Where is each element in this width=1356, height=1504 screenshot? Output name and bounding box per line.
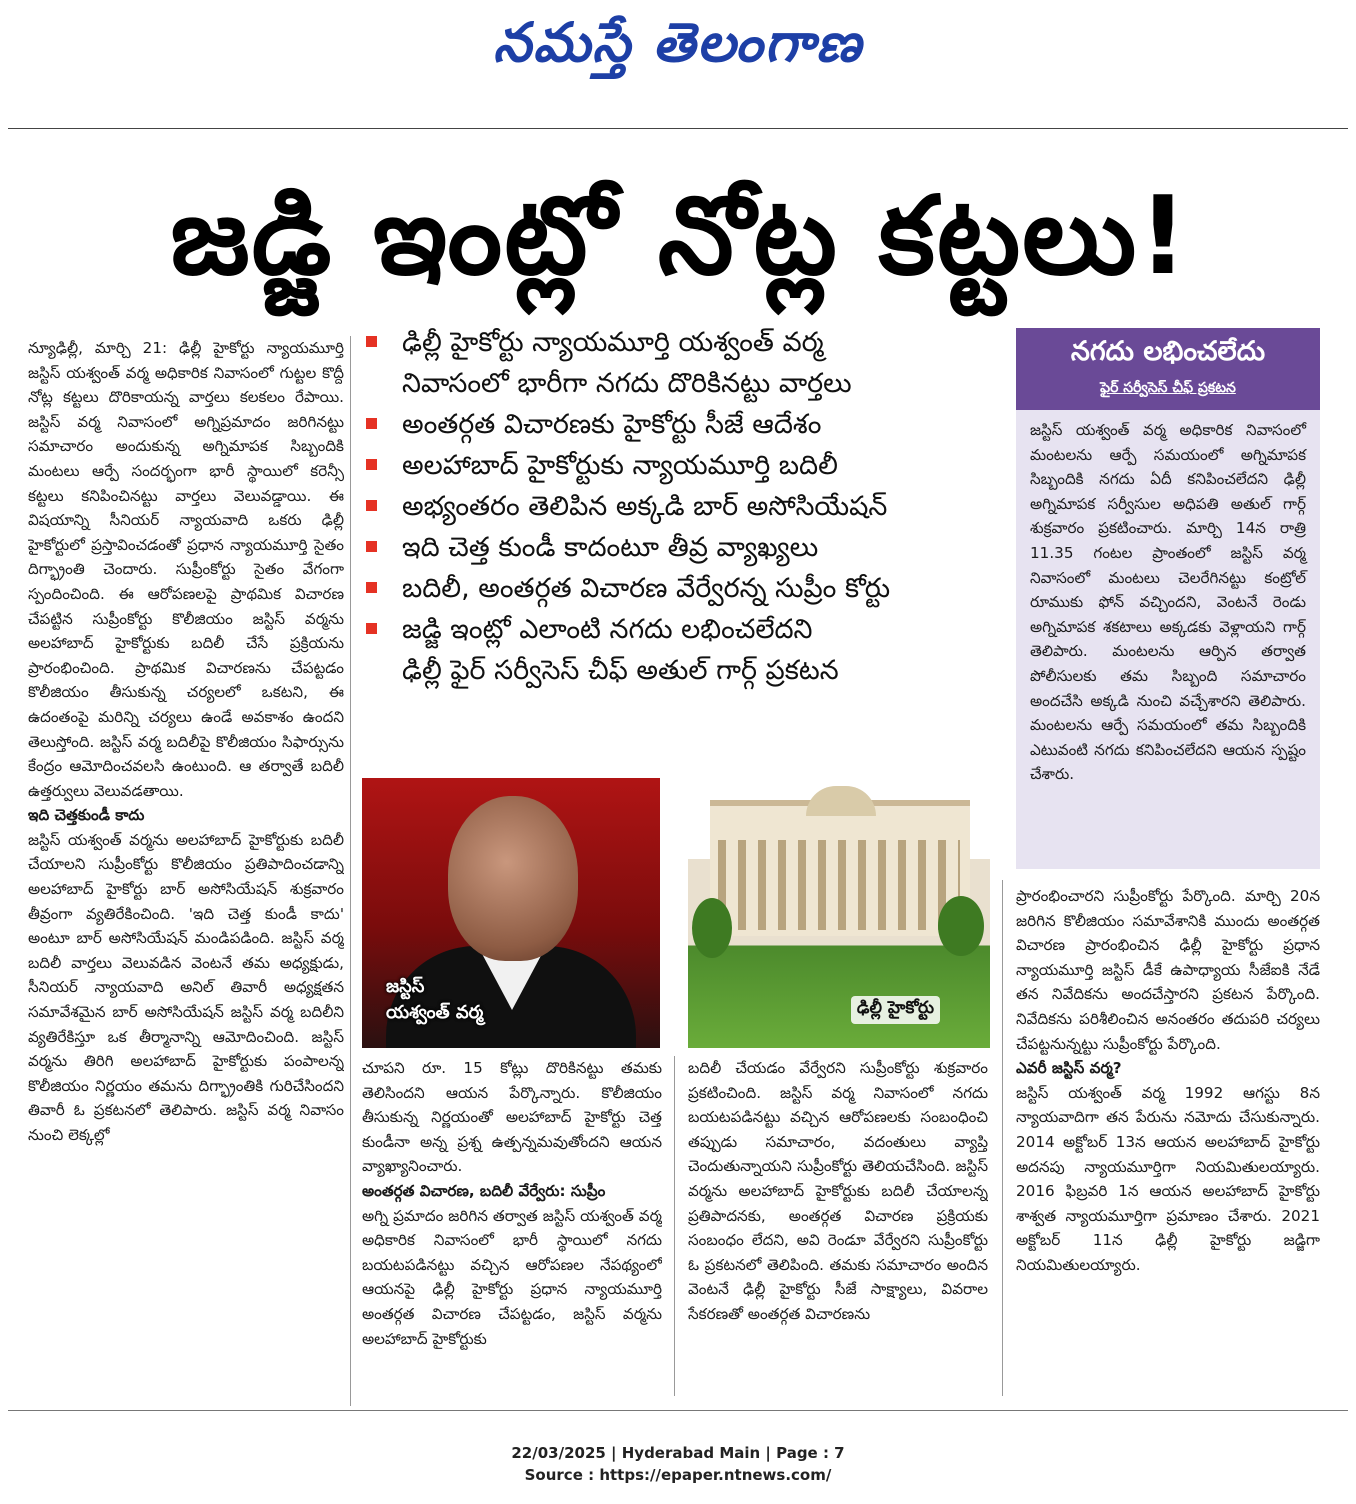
- column-divider: [674, 1056, 675, 1396]
- bullet-square-icon: [366, 459, 377, 470]
- bullet-item: అంతర్గత విచారణకు హైకోర్టు సీజే ఆదేశం: [360, 404, 1000, 445]
- footer-date-edition: 22/03/2025 | Hyderabad Main | Page : 7: [511, 1444, 845, 1462]
- masthead-logo: నమస్తే తెలంగాణ: [493, 11, 863, 74]
- bullet-square-icon: [366, 418, 377, 429]
- bullet-square-icon: [366, 623, 377, 634]
- article-column-4: [1016, 884, 1320, 1396]
- court-photo-caption: ఢిల్లీ హైకోర్టు: [851, 996, 940, 1024]
- column-divider: [1002, 880, 1003, 1396]
- sidebar-box-title: నగదు లభించలేదు: [1070, 336, 1266, 367]
- bullet-item: బదిలీ, అంతర్గత విచారణ వేర్వేరన్న సుప్రీం కోర్టు: [360, 568, 1000, 609]
- bullet-list: [360, 322, 1000, 691]
- article-paragraph: ప్రారంభించారని సుప్రీంకోర్టు పేర్కొంది. మార్చి 20న జరిగిన కొలీజియం సమావేశానికి ముందు అంతర్గత విచారణ ప్రారంభించిన ఢిల్లీ హైకోర్టు ప్రధాన న్యాయమూర్తి జస్టిస్ డీకే ఉపాధ్యాయ సీజేఐకి నేడే తన నివేదికను అందచేస్తారని ప్రకటన పేర్కొంది. నివేదికను పరిశీలించిన అనంతరం తదుపరి చర్యలు చేపట్టనున్నట్టు సుప్రీంకోర్టు పేర్కొంది.: [1016, 887, 1320, 1053]
- bullet-item: అభ్యంతరం తెలిపిన అక్కడి బార్ అసోసియేషన్: [360, 486, 1000, 527]
- bullet-square-icon: [366, 336, 377, 347]
- article-paragraph: అగ్ని ప్రమాదం జరిగిన తర్వాత జస్టిస్ యశ్వంత్ వర్మ అధికారిక నివాసంలో భారీ స్థాయిలో నగదు బయటపడినట్టు వచ్చిన ఆరోపణల నేపథ్యంలో ఆయనపై ఢిల్లీ హైకోర్టు ప్రధాన న్యాయమూర్తి అంతర్గత విచారణ చేపట్టడం, జస్టిస్ వర్మను అలహాబాద్ హైకోర్టుకు: [362, 1206, 662, 1348]
- photo-dome-shape: [806, 786, 876, 816]
- article-subhead: ఇది చెత్తకుండీ కాదు: [28, 806, 145, 825]
- bullet-item: జడ్జి ఇంట్లో ఎలాంటి నగదు లభించలేదని: [360, 609, 1000, 650]
- sidebar-box: [1016, 328, 1320, 869]
- bullet-square-icon: [366, 541, 377, 552]
- sidebar-box-subtitle: ఫైర్ సర్వీసెస్ చీఫ్ ప్రకటన: [1100, 380, 1236, 396]
- article-column-2: [362, 1056, 662, 1396]
- article-paragraph: చూపని రూ. 15 కోట్లు దొరికినట్టు తమకు తెలిసిందని ఆయన పేర్కొన్నారు. కొలీజియం తీసుకున్న నిర్ణయంతో అలహాబాద్ హైకోర్టు చెత్త కుండీనా అన్న ప్రశ్న ఉత్పన్నమవుతోందని ఆయన వ్యాఖ్యానించారు.: [362, 1059, 662, 1176]
- bullet-item: అలహాబాద్ హైకోర్టుకు న్యాయమూర్తి బదిలీ: [360, 445, 1000, 486]
- column-divider: [350, 336, 351, 1406]
- photo-tree-shape: [938, 896, 984, 956]
- sidebar-box-body: [1016, 410, 1320, 858]
- footer-divider: [8, 1410, 1348, 1411]
- bullet-item: ఢిల్లీ హైకోర్టు న్యాయమూర్తి యశ్వంత్ వర్మ: [360, 322, 1000, 363]
- sidebar-box-text: జస్టిస్ యశ్వంత్ వర్మ అధికారిక నివాసంలో మంటలను ఆర్పే సమయంలో అగ్నిమాపక సిబ్బందికి నగదు ఏదీ కనిపించలేదని ఢిల్లీ అగ్నిమాపక సర్వీసుల అధిపతి అతుల్ గార్గ్ శుక్రవారం ప్రకటించారు. మార్చి 14న రాత్రి 11.35 గంటల ప్రాంతంలో జస్టిస్ వర్మ నివాసంలో మంటలు చెలరేగినట్టు కంట్రోల్ రూముకు ఫోన్ వచ్చిందని, వెంటనే రెండు అగ్నిమాపక శకటాలు అక్కడకు వెళ్లాయని గార్గ్ తెలిపారు. మంటలను ఆర్పిన తర్వాత పోలీసులకు తమ సిబ్బంది సమాచారం అందచేసి అక్కడి నుంచి వచ్చేశారని తెలిపారు. మంటలను ఆర్పే సమయంలో తమ సిబ్బందికి ఎటువంటి నగదు కనిపించలేదని ఆయన స్పష్టం చేశారు.: [1030, 421, 1306, 784]
- article-paragraph: జస్టిస్ యశ్వంత్ వర్మ 1992 ఆగస్టు 8న న్యాయవాదిగా తన పేరును నమోదు చేసుకున్నారు. 2014 అక్టోబర్ 13న ఆయన అలహాబాద్ హైకోర్టు అదనపు న్యాయమూర్తిగా నియమితులయ్యారు. 2016 ఫిబ్రవరి 1న ఆయన అలహాబాద్ హైకోర్టు శాశ్వత న్యాయమూర్తిగా ప్రమాణం చేశారు. 2021 అక్టోబర్ 11న ఢిల్లీ హైకోర్టు జడ్జిగా నియమితులయ్యారు.: [1016, 1083, 1320, 1274]
- judge-photo-caption: జస్టిస్ యశ్వంత్ వర్మ: [386, 976, 484, 1023]
- bullet-square-icon: [366, 582, 377, 593]
- article-paragraph: జస్టిస్ యశ్వంత్ వర్మను అలహాబాద్ హైకోర్టుకు బదిలీ చేయాలని సుప్రీంకోర్టు కొలీజియం ప్రతిపాదించడాన్ని అలహాబాద్ హైకోర్టు బార్ అసోసియేషన్ శుక్రవారం తీవ్రంగా వ్యతిరేకించింది. 'ఇది చెత్త కుండీ కాదు' అంటూ బార్ అసోసియేషన్ మండిపడింది. జస్టిస్ వర్మ బదిలీ వార్తలు వెలువడిన వెంటనే తమ అధ్యక్షుడు, సీనియర్ న్యాయవాది అనిల్ తివారీ అధ్యక్షతన సమావేశమైన బార్ అసోసియేషన్ జస్టిస్ వర్మ బదిలీని వ్యతిరేకిస్తూ ఒక తీర్మానాన్ని ఆమోదించింది. జస్టిస్ వర్మను తిరిగి అలహాబాద్ హైకోర్టుకు పంపాలన్న కొలీజియం నిర్ణయం తమను దిగ్భ్రాంతికి గురిచేసిందని తివారీ ఓ ప్రకటనలో తెలిపారు. జస్టిస్ వర్మ నివాసం నుంచి లెక్కల్లో: [28, 830, 344, 1144]
- masthead-divider: [8, 128, 1348, 129]
- article-subhead: అంతర్గత విచారణ, బదిలీ వేర్వేరు: సుప్రీం: [362, 1181, 606, 1200]
- bullet-item-continuation: ఢిల్లీ ఫైర్ సర్వీసెస్ చీఫ్ అతుల్ గార్గ్ ప్రకటన: [402, 655, 839, 686]
- bullet-item-continuation: నివాసంలో భారీగా నగదు దొరికినట్టు వార్తలు: [402, 368, 852, 399]
- article-subhead: ఎవరీ జస్టిస్ వర్మ?: [1016, 1059, 1122, 1078]
- photo-pillars-shape: [718, 840, 960, 930]
- article-paragraph: బదిలీ చేయడం వేర్వేరని సుప్రీంకోర్టు శుక్రవారం ప్రకటించింది. జస్టిస్ వర్మ నివాసంలో నగదు బయటపడినట్టు వచ్చిన ఆరోపణలకు సంబంధించి తప్పుడు సమాచారం, వదంతులు వ్యాప్తి చెందుతున్నాయని సుప్రీంకోర్టు తెలియచేసింది. జస్టిస్ వర్మను అలహాబాద్ హైకోర్టుకు బదిలీ చేయాలన్న ప్రతిపాదనకు, అంతర్గత విచారణ ప్రక్రియకు సంబంధం లేదని, అవి రెండూ వేర్వేరని సుప్రీంకోర్టు ఓ ప్రకటనలో తెలిపింది. తమకు సమాచారం అందిన వెంటనే ఢిల్లీ హైకోర్టు సీజే సాక్ష్యాలు, వివరాల సేకరణతో అంతర్గత విచారణను: [688, 1059, 988, 1323]
- footer-source-link[interactable]: Source : https://epaper.ntnews.com/: [524, 1466, 832, 1484]
- bullet-square-icon: [366, 500, 377, 511]
- judge-photo: [362, 778, 660, 1048]
- headline: జడ్జి ఇంట్లో నోట్ల కట్టలు!: [170, 174, 1190, 299]
- photo-face-shape: [448, 796, 578, 961]
- article-column-3: [688, 1056, 988, 1396]
- bullet-item: ఇది చెత్త కుండీ కాదంటూ తీవ్ర వ్యాఖ్యలు: [360, 527, 1000, 568]
- article-paragraph: న్యూఢిల్లీ, మార్చి 21: ఢిల్లీ హైకోర్టు న్యాయమూర్తి జస్టిస్ యశ్వంత్ వర్మ అధికారిక నివాసంలో గుట్టల కొద్దీ నోట్ల కట్టలు దొరికాయన్న వార్తలు కలకలం రేపాయి. జస్టిస్ వర్మ నివాసంలో అగ్నిప్రమాదం జరిగినట్టు సమాచారం అందుకున్న అగ్నిమాపక సిబ్బందికి మంటలు ఆర్పే సందర్భంగా భారీ స్థాయిలో కరెన్సీ కట్టలు కనిపించినట్టు వార్తలు వెలువడ్డాయి. ఈ విషయాన్ని సీనియర్ న్యాయవాది ఒకరు ఢిల్లీ హైకోర్టులో ప్రస్తావించడంతో ప్రధాన న్యాయమూర్తి సైతం దిగ్భ్రాంతి చెందారు. సుప్రీంకోర్టు సైతం వేగంగా స్పందించింది. ఈ ఆరోపణలపై ప్రాథమిక విచారణ చేపట్టిన సుప్రీంకోర్టు కొలీజియం జస్టిస్ వర్మను అలహాబాద్ హైకోర్టుకు బదిలీ చేసే ప్రక్రియను ప్రారంభించింది. ప్రాథమిక విచారణను చేపట్టడం కొలీజియం తీసుకున్న చర్యలలో ఒకటని, ఈ ఉదంతంపై మరిన్ని చర్యలు ఉండే అవకాశం ఉందని తెలుస్తోంది. జస్టిస్ వర్మ బదిలీపై కొలీజియం సిఫార్సును కేంద్రం ఆమోదించవలసి ఉంటుంది. ఆ తర్వాతే బదిలీ ఉత్తర్వులు వెలువడతాయి.: [28, 339, 344, 800]
- sidebar-box-header: [1016, 328, 1320, 410]
- photo-tree-shape: [692, 898, 732, 958]
- article-column-1: [28, 336, 344, 1408]
- court-photo: [688, 778, 990, 1048]
